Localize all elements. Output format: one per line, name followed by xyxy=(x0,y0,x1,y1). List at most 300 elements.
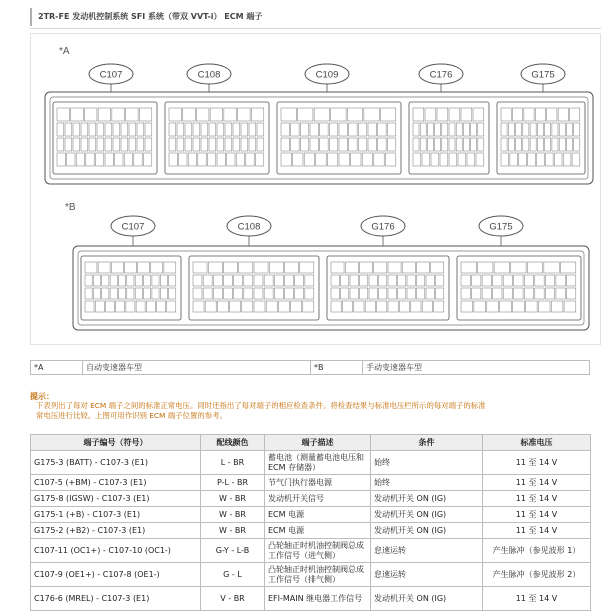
terminal-pin xyxy=(95,153,103,166)
terminal-pin xyxy=(339,123,347,136)
terminal-pin xyxy=(137,138,144,151)
terminal-pin xyxy=(369,275,377,286)
terminal-cell: C107-5 (+BM) - C107-3 (E1) xyxy=(31,475,201,491)
terminal-pin xyxy=(76,153,84,166)
terminal-pin xyxy=(458,153,466,166)
terminal-pin xyxy=(420,138,426,151)
terminal-pin xyxy=(360,262,373,273)
terminal-pin xyxy=(177,123,184,136)
terminal-pin xyxy=(314,108,329,121)
terminal-pin xyxy=(350,275,358,286)
terminal-pin xyxy=(358,123,366,136)
terminal-pin xyxy=(377,301,387,312)
voltage-cell: 产生脉冲（参见波形 2） xyxy=(483,563,591,587)
legend-key-b: *B xyxy=(311,361,363,375)
terminal-pin xyxy=(255,153,263,166)
terminal-pin xyxy=(388,301,398,312)
terminal-pin xyxy=(207,153,215,166)
terminal-pin xyxy=(203,288,212,299)
terminal-pin xyxy=(241,123,248,136)
terminal-pin xyxy=(121,138,128,151)
terminal-pin xyxy=(329,138,337,151)
terminal-pin xyxy=(151,262,163,273)
terminal-pin xyxy=(339,153,349,166)
terminal-pin xyxy=(281,153,291,166)
terminal-pin xyxy=(164,262,176,273)
table-row xyxy=(31,475,591,491)
terminal-pin xyxy=(556,275,565,286)
terminal-pin xyxy=(89,123,96,136)
terminal-pin xyxy=(374,153,384,166)
terminal-pin xyxy=(281,138,289,151)
table-row xyxy=(31,539,591,563)
terminal-pin xyxy=(224,262,238,273)
terminal-pin xyxy=(137,123,144,136)
terminal-pin xyxy=(203,275,212,286)
terminal-pin xyxy=(113,123,120,136)
terminal-pin xyxy=(437,108,448,121)
terminal-pin xyxy=(295,275,304,286)
terminal-pin xyxy=(97,123,104,136)
terminal-cell: G175-3 (BATT) - C107-3 (E1) xyxy=(31,451,201,475)
terminal-pin xyxy=(57,153,65,166)
condition-cell: 发动机开关 ON (IG) xyxy=(371,491,483,507)
terminal-pin xyxy=(351,153,361,166)
terminal-pin xyxy=(198,153,206,166)
table-row xyxy=(31,563,591,587)
terminal-pin xyxy=(257,138,264,151)
terminal-pin xyxy=(274,288,283,299)
terminal-pin xyxy=(426,275,434,286)
terminal-pin xyxy=(57,123,64,136)
terminal-pin xyxy=(310,138,318,151)
terminal-pin xyxy=(516,138,522,151)
terminal-pin xyxy=(196,108,209,121)
terminal-pin xyxy=(113,138,120,151)
terminal-pin xyxy=(552,138,558,151)
voltage-cell: 11 至 14 V xyxy=(483,475,591,491)
terminal-pin xyxy=(93,275,100,286)
terminal-pin xyxy=(293,153,303,166)
terminal-pin xyxy=(224,288,233,299)
section-label: *B xyxy=(65,202,76,213)
terminal-pin xyxy=(525,301,537,312)
terminal-pin xyxy=(512,108,522,121)
terminal-pin xyxy=(264,275,273,286)
terminal-pin xyxy=(285,288,294,299)
condition-cell: 怠速运转 xyxy=(371,563,483,587)
terminal-pin xyxy=(281,108,296,121)
terminal-pin xyxy=(493,275,502,286)
connector-label: C176 xyxy=(429,69,453,81)
terminal-pin xyxy=(461,275,470,286)
terminal-pin xyxy=(537,123,543,136)
terminal-pin xyxy=(254,275,263,286)
description-cell: ECM 电源 xyxy=(265,507,371,523)
terminal-pin xyxy=(436,275,444,286)
legend-key-a: *A xyxy=(31,361,83,375)
description-cell: 蓄电池（测量蓄电池电压和 ECM 存储器） xyxy=(265,451,371,475)
terminal-pin xyxy=(463,123,469,136)
terminal-pin xyxy=(427,123,433,136)
connector-label: C108 xyxy=(197,69,221,81)
terminal-pin xyxy=(461,301,473,312)
terminal-pin xyxy=(127,288,134,299)
terminal-pin xyxy=(440,153,448,166)
terminal-pin xyxy=(111,262,123,273)
terminal-pin xyxy=(524,275,533,286)
terminal-pin xyxy=(246,153,254,166)
terminal-pin xyxy=(146,301,155,312)
terminal-pin xyxy=(331,301,341,312)
terminal-pin xyxy=(327,153,337,166)
terminal-pin xyxy=(435,138,441,151)
terminal-pin xyxy=(124,262,136,273)
terminal-pin xyxy=(467,153,475,166)
terminal-pin xyxy=(136,301,145,312)
terminal-pin xyxy=(233,138,240,151)
terminal-pin xyxy=(254,262,268,273)
wire-color-cell: V - BR xyxy=(201,587,265,611)
terminal-pin xyxy=(169,108,182,121)
terminal-pin xyxy=(388,262,401,273)
terminal-pin xyxy=(449,123,455,136)
terminal-pin xyxy=(73,123,80,136)
terminal-pin xyxy=(552,123,558,136)
terminal-pin xyxy=(57,108,70,121)
terminal-pin xyxy=(566,138,572,151)
terminal-pin xyxy=(501,123,507,136)
terminal-pin xyxy=(426,288,434,299)
terminal-pin xyxy=(57,138,64,151)
section-label: *A xyxy=(59,46,70,57)
terminal-pin xyxy=(501,153,509,166)
terminal-pin xyxy=(387,138,395,151)
legend-desc-a: 自动变速器车型 xyxy=(83,361,311,375)
condition-cell: 发动机开关 ON (IG) xyxy=(371,523,483,539)
terminal-pin xyxy=(449,108,460,121)
terminal-pin xyxy=(417,262,430,273)
terminal-pin xyxy=(566,123,572,136)
terminal-pin xyxy=(398,288,406,299)
terminal-pin xyxy=(143,153,151,166)
condition-cell: 发动机开关 ON (IG) xyxy=(371,587,483,611)
terminal-pin xyxy=(188,153,196,166)
terminal-pin xyxy=(238,108,251,121)
wire-color-cell: G-Y - L-B xyxy=(201,539,265,563)
terminal-pin xyxy=(431,262,444,273)
terminal-pin xyxy=(387,123,395,136)
terminal-pin xyxy=(402,262,415,273)
terminal-pin xyxy=(102,275,109,286)
terminal-pin xyxy=(545,275,554,286)
terminal-pin xyxy=(572,153,580,166)
terminal-pin xyxy=(193,288,202,299)
terminal-pin xyxy=(98,108,111,121)
terminal-pin xyxy=(183,108,196,121)
terminal-cell: G175-8 (IGSW) - C107-3 (E1) xyxy=(31,491,201,507)
terminal-pin xyxy=(350,288,358,299)
terminal-pin xyxy=(225,123,232,136)
terminal-pin xyxy=(269,262,283,273)
terminal-pin xyxy=(179,153,187,166)
terminal-pin xyxy=(73,138,80,151)
terminal-pin xyxy=(110,288,117,299)
terminal-pin xyxy=(254,301,265,312)
hint-title: 提示： xyxy=(30,392,54,401)
legend-desc-b: 手动变速器车型 xyxy=(363,361,590,375)
terminal-pin xyxy=(102,288,109,299)
terminal-pin xyxy=(316,153,326,166)
terminal-pin xyxy=(185,123,192,136)
terminal-pin xyxy=(331,275,339,286)
wire-color-cell: L - BR xyxy=(201,451,265,475)
terminal-pin xyxy=(93,288,100,299)
terminal-pin xyxy=(110,275,117,286)
terminal-pin xyxy=(570,108,580,121)
terminal-pin xyxy=(193,262,207,273)
terminal-pin xyxy=(244,275,253,286)
terminal-pin xyxy=(209,138,216,151)
terminal-pin xyxy=(449,138,455,151)
terminal-pin xyxy=(97,138,104,151)
terminal-pin xyxy=(417,275,425,286)
terminal-pin xyxy=(193,275,202,286)
terminal-pin xyxy=(244,288,253,299)
terminal-pin xyxy=(563,153,571,166)
terminal-pin xyxy=(364,108,379,121)
condition-cell: 怠速运转 xyxy=(371,539,483,563)
terminal-pin xyxy=(342,301,352,312)
terminal-pin xyxy=(413,153,421,166)
terminal-pin xyxy=(341,275,349,286)
terminal-pin xyxy=(205,301,216,312)
terminal-pin xyxy=(420,123,426,136)
terminal-pin xyxy=(514,288,523,299)
terminal-pin xyxy=(399,301,409,312)
terminal-pin xyxy=(217,138,224,151)
terminal-pin xyxy=(519,153,527,166)
terminal-pin xyxy=(500,301,512,312)
terminal-pin xyxy=(112,108,125,121)
table-row xyxy=(31,491,591,507)
terminal-pin xyxy=(139,108,152,121)
terminal-pin xyxy=(472,288,481,299)
wire-color-cell: P-L - BR xyxy=(201,475,265,491)
terminal-cell: C107-9 (OE1+) - C107-8 (OE1-) xyxy=(31,563,201,587)
terminal-pin xyxy=(422,301,432,312)
terminal-pin xyxy=(528,153,536,166)
terminal-pin xyxy=(160,288,167,299)
wire-color-cell: G - L xyxy=(201,563,265,587)
description-cell: EFI-MAIN 继电器工作信号 xyxy=(265,587,371,611)
terminal-pin xyxy=(478,138,484,151)
connector-label: C108 xyxy=(237,221,261,233)
terminal-pin xyxy=(537,153,545,166)
connector-label: G175 xyxy=(531,69,555,81)
terminal-pin xyxy=(566,275,575,286)
terminal-pin xyxy=(388,275,396,286)
terminal-pin xyxy=(331,108,346,121)
terminal-pin xyxy=(545,123,551,136)
terminal-pin xyxy=(285,275,294,286)
terminal-pin xyxy=(129,123,136,136)
hint-line: 下表列出了每对 ECM 端子之间的标准正常电压。同时还指出了每对端子的相应检查条件。将检查结果与标准电压栏所示的每对端子的标准 xyxy=(36,401,486,410)
terminal-pin xyxy=(501,138,507,151)
terminal-pin xyxy=(442,138,448,151)
terminal-pin xyxy=(425,108,436,121)
terminal-pin xyxy=(236,153,244,166)
terminal-pin xyxy=(84,108,97,121)
voltage-cell: 11 至 14 V xyxy=(483,491,591,507)
terminal-pin xyxy=(310,123,318,136)
terminal-pin xyxy=(300,262,314,273)
terminal-pin xyxy=(193,123,200,136)
terminal-pin xyxy=(67,153,75,166)
terminal-pin xyxy=(360,275,368,286)
terminal-pin xyxy=(508,138,514,151)
page-title: 2TR-FE 发动机控制系统 SFI 系统（带双 VVT-i） ECM 端子 xyxy=(30,8,590,26)
terminal-pin xyxy=(494,262,509,273)
terminal-pin xyxy=(177,138,184,151)
terminal-pin xyxy=(266,301,277,312)
terminal-pin xyxy=(545,138,551,151)
terminal-pin xyxy=(152,288,159,299)
terminal-pin xyxy=(523,138,529,151)
terminal-pin xyxy=(225,138,232,151)
terminal-pin xyxy=(431,153,439,166)
terminal-pin xyxy=(230,301,241,312)
terminal-pin xyxy=(274,275,283,286)
terminal-pin xyxy=(556,288,565,299)
terminal-pin xyxy=(331,262,344,273)
terminal-pin xyxy=(118,275,125,286)
terminal-pin xyxy=(461,262,476,273)
terminal-cell: G175-1 (+B) - C107-3 (E1) xyxy=(31,507,201,523)
terminal-pin xyxy=(487,301,499,312)
terminal-pin xyxy=(514,275,523,286)
col-terminal: 端子编号（符号） xyxy=(31,435,201,451)
terminal-pin xyxy=(413,123,419,136)
title-divider xyxy=(30,28,601,29)
terminal-pin xyxy=(144,288,151,299)
terminal-pin xyxy=(369,288,377,299)
connector-label: C107 xyxy=(99,69,123,81)
terminal-pin xyxy=(537,138,543,151)
terminal-pin xyxy=(574,123,580,136)
table-row xyxy=(31,507,591,523)
terminal-pin xyxy=(208,262,222,273)
terminal-pin xyxy=(303,301,314,312)
terminal-pin xyxy=(434,301,444,312)
terminal-pin xyxy=(471,123,477,136)
terminal-pin xyxy=(411,301,421,312)
terminal-pin xyxy=(95,301,104,312)
terminal-pin xyxy=(413,138,419,151)
connector-label: G176 xyxy=(371,221,395,233)
terminal-pin xyxy=(417,288,425,299)
col-condition: 条件 xyxy=(371,435,483,451)
terminal-pin xyxy=(81,123,88,136)
connector-diagram xyxy=(31,34,601,346)
col-voltage: 标准电压 xyxy=(483,435,591,451)
terminal-pin xyxy=(144,275,151,286)
terminal-pin xyxy=(233,123,240,136)
terminal-pin xyxy=(105,123,112,136)
terminal-pin xyxy=(169,153,177,166)
condition-cell: 始终 xyxy=(371,451,483,475)
terminal-pin xyxy=(121,123,128,136)
terminal-pin xyxy=(105,153,113,166)
terminal-pin xyxy=(320,123,328,136)
terminal-pin xyxy=(558,108,568,121)
terminal-pin xyxy=(365,301,375,312)
terminal-pin xyxy=(360,288,368,299)
terminal-pin xyxy=(427,138,433,151)
terminal-pin xyxy=(145,123,152,136)
hint-line: 常电压进行比较。上图可用作识别 ECM 端子位置的参考。 xyxy=(36,411,227,420)
terminal-pin xyxy=(85,262,97,273)
terminal-pin xyxy=(530,138,536,151)
terminal-pin xyxy=(217,153,225,166)
terminal-pin xyxy=(193,138,200,151)
terminal-pin xyxy=(126,108,139,121)
wire-color-cell: W - BR xyxy=(201,523,265,539)
terminal-pin xyxy=(126,301,135,312)
terminal-pin xyxy=(456,138,462,151)
terminal-pin xyxy=(538,301,550,312)
terminal-pin xyxy=(347,108,362,121)
terminal-pin xyxy=(115,153,123,166)
terminal-pin xyxy=(374,262,387,273)
terminal-pin xyxy=(503,275,512,286)
terminal-pin xyxy=(169,288,176,299)
terminal-pin xyxy=(291,138,299,151)
terminal-pin xyxy=(210,108,223,121)
terminal-pin xyxy=(249,138,256,151)
terminal-pin xyxy=(160,275,167,286)
col-description: 端子描述 xyxy=(265,435,371,451)
terminal-pin xyxy=(554,153,562,166)
terminal-pin xyxy=(291,123,299,136)
terminal-pin xyxy=(193,301,204,312)
terminal-pin xyxy=(379,275,387,286)
terminal-pin xyxy=(298,108,313,121)
terminal-pin xyxy=(209,123,216,136)
terminal-pin xyxy=(380,108,395,121)
voltage-cell: 11 至 14 V xyxy=(483,451,591,475)
terminal-pin xyxy=(169,275,176,286)
connector-label: C109 xyxy=(315,69,339,81)
terminal-pin xyxy=(257,123,264,136)
terminal-pin xyxy=(349,123,357,136)
terminal-pin xyxy=(530,123,536,136)
terminal-pin xyxy=(85,301,94,312)
terminal-pin xyxy=(217,301,228,312)
terminal-pin xyxy=(251,108,264,121)
terminal-pin xyxy=(461,108,472,121)
terminal-pin xyxy=(71,108,84,121)
terminal-pin xyxy=(213,275,222,286)
description-cell: ECM 电源 xyxy=(265,523,371,539)
terminal-cell: C176-6 (MREL) - C107-3 (E1) xyxy=(31,587,201,611)
terminal-pin xyxy=(138,262,150,273)
terminal-pin xyxy=(167,301,176,312)
terminal-pin xyxy=(254,288,263,299)
terminal-pin xyxy=(524,288,533,299)
terminal-pin xyxy=(385,153,395,166)
hint-text xyxy=(36,401,601,421)
